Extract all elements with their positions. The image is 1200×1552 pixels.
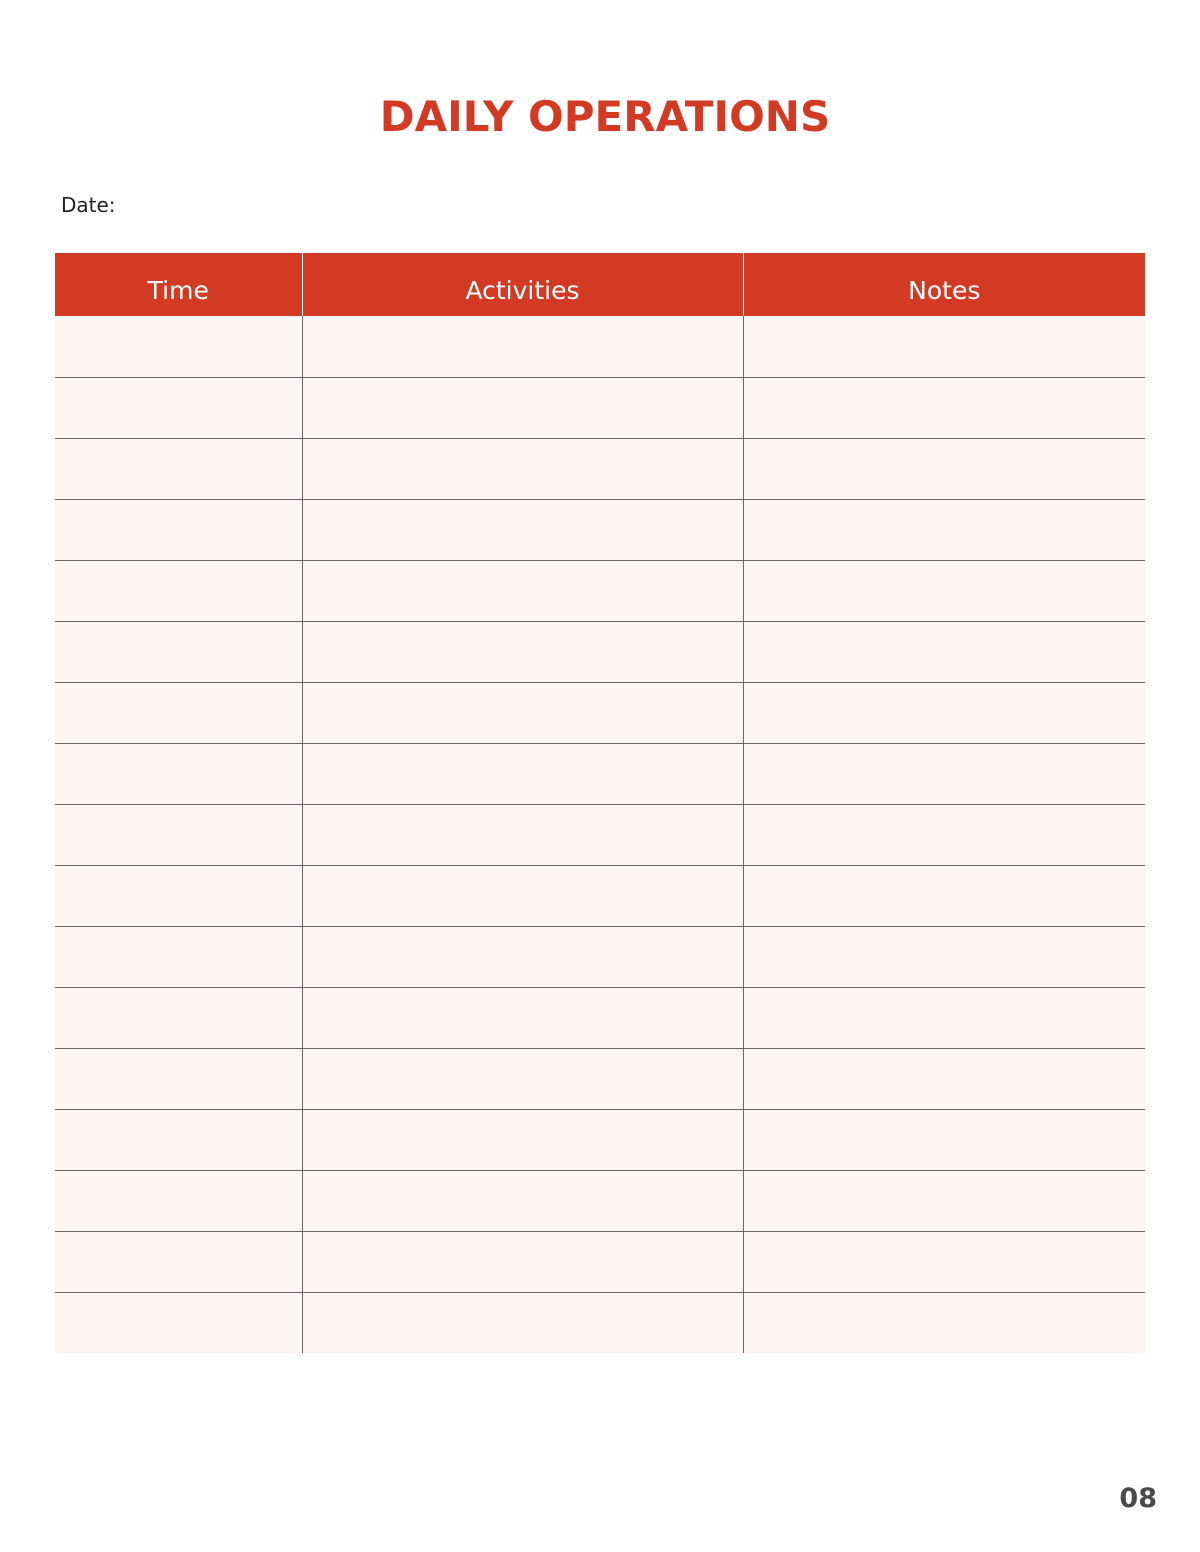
notes-cell[interactable]: [743, 987, 1145, 1048]
activities-cell[interactable]: [302, 682, 743, 743]
time-cell[interactable]: [55, 316, 302, 377]
activities-cell[interactable]: [302, 316, 743, 377]
time-cell[interactable]: [55, 1109, 302, 1170]
notes-cell[interactable]: [743, 499, 1145, 560]
time-cell[interactable]: [55, 499, 302, 560]
table-row: [55, 1292, 1145, 1353]
activities-cell[interactable]: [302, 987, 743, 1048]
time-cell[interactable]: [55, 682, 302, 743]
notes-cell[interactable]: [743, 682, 1145, 743]
activities-cell[interactable]: [302, 1170, 743, 1231]
activities-cell[interactable]: [302, 499, 743, 560]
column-header-time: Time: [55, 253, 302, 316]
table-row: [55, 560, 1145, 621]
activities-cell[interactable]: [302, 560, 743, 621]
table-row: [55, 1231, 1145, 1292]
notes-cell[interactable]: [743, 438, 1145, 499]
date-label: Date:: [61, 193, 116, 217]
notes-cell[interactable]: [743, 743, 1145, 804]
activities-cell[interactable]: [302, 621, 743, 682]
time-cell[interactable]: [55, 804, 302, 865]
notes-cell[interactable]: [743, 1048, 1145, 1109]
notes-cell[interactable]: [743, 865, 1145, 926]
table-row: [55, 438, 1145, 499]
activities-cell[interactable]: [302, 865, 743, 926]
activities-cell[interactable]: [302, 438, 743, 499]
activities-cell[interactable]: [302, 1292, 743, 1353]
notes-cell[interactable]: [743, 1231, 1145, 1292]
time-cell[interactable]: [55, 865, 302, 926]
time-cell[interactable]: [55, 1170, 302, 1231]
notes-cell[interactable]: [743, 621, 1145, 682]
table-row: [55, 743, 1145, 804]
activities-cell[interactable]: [302, 1231, 743, 1292]
activities-cell[interactable]: [302, 1109, 743, 1170]
table-row: [55, 804, 1145, 865]
table-row: [55, 1109, 1145, 1170]
table-row: [55, 621, 1145, 682]
column-header-activities: Activities: [302, 253, 743, 316]
table-row: [55, 1170, 1145, 1231]
time-cell[interactable]: [55, 1231, 302, 1292]
table-row: [55, 1048, 1145, 1109]
notes-cell[interactable]: [743, 1292, 1145, 1353]
notes-cell[interactable]: [743, 316, 1145, 377]
time-cell[interactable]: [55, 621, 302, 682]
time-cell[interactable]: [55, 438, 302, 499]
table-row: [55, 316, 1145, 377]
table-row: [55, 926, 1145, 987]
time-cell[interactable]: [55, 1048, 302, 1109]
page-title: DAILY OPERATIONS: [379, 92, 831, 141]
activities-cell[interactable]: [302, 377, 743, 438]
page-number: 08: [1119, 1483, 1157, 1514]
table-body: [55, 316, 1145, 1353]
column-header-notes: Notes: [743, 253, 1145, 316]
time-cell[interactable]: [55, 987, 302, 1048]
operations-table: [55, 253, 1145, 1353]
table-row: [55, 987, 1145, 1048]
notes-cell[interactable]: [743, 1170, 1145, 1231]
table-row: [55, 865, 1145, 926]
table-row: [55, 682, 1145, 743]
time-cell[interactable]: [55, 926, 302, 987]
table-header-row: [55, 253, 1145, 316]
notes-cell[interactable]: [743, 377, 1145, 438]
activities-cell[interactable]: [302, 926, 743, 987]
notes-cell[interactable]: [743, 560, 1145, 621]
time-cell[interactable]: [55, 560, 302, 621]
activities-cell[interactable]: [302, 804, 743, 865]
notes-cell[interactable]: [743, 1109, 1145, 1170]
table-row: [55, 377, 1145, 438]
activities-cell[interactable]: [302, 743, 743, 804]
time-cell[interactable]: [55, 377, 302, 438]
notes-cell[interactable]: [743, 926, 1145, 987]
time-cell[interactable]: [55, 1292, 302, 1353]
activities-cell[interactable]: [302, 1048, 743, 1109]
notes-cell[interactable]: [743, 804, 1145, 865]
table-row: [55, 499, 1145, 560]
time-cell[interactable]: [55, 743, 302, 804]
